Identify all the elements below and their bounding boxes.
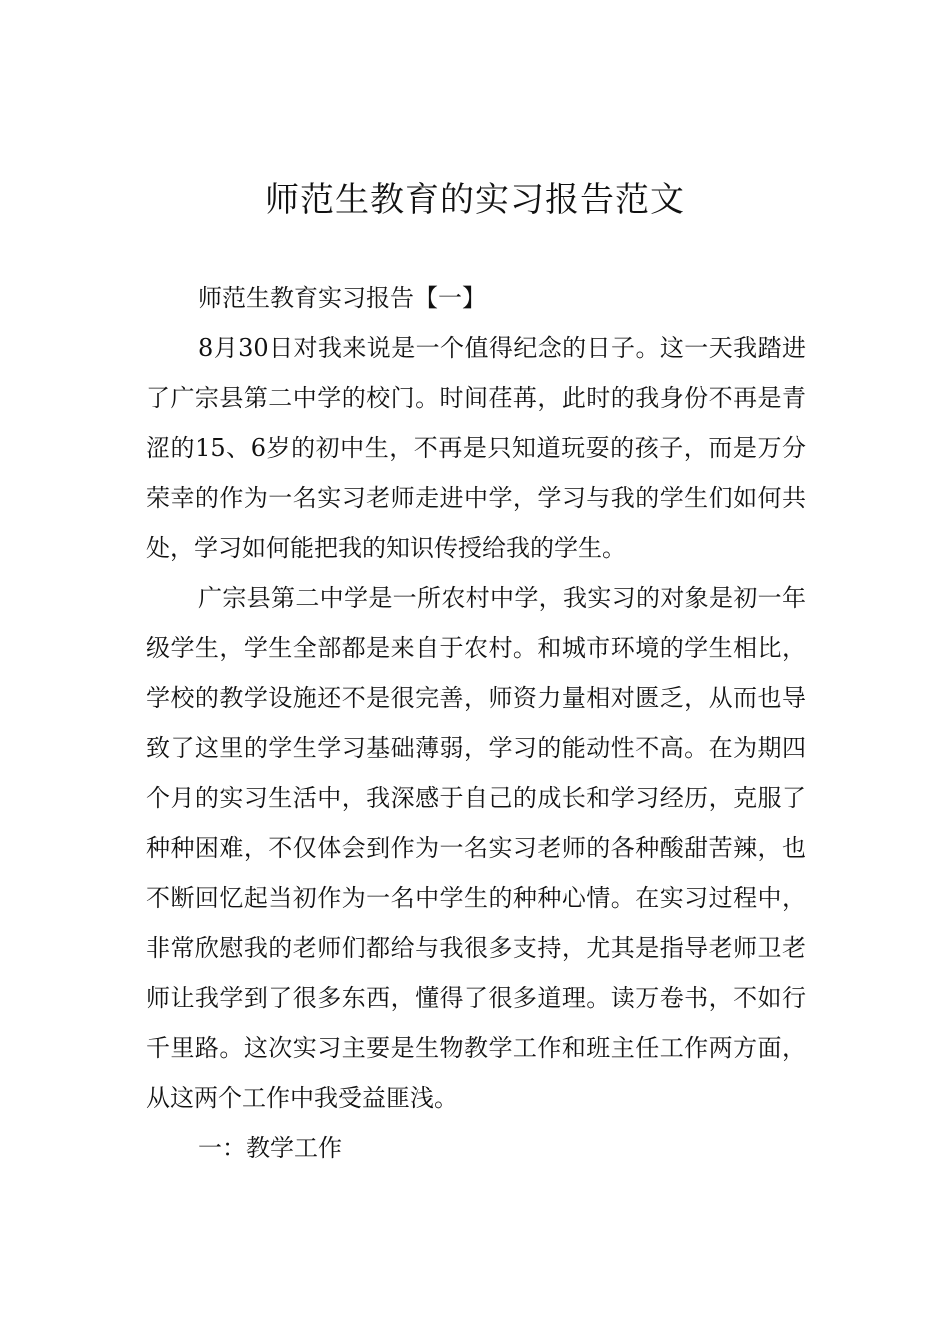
section-heading: 师范生教育实习报告【一】 — [198, 284, 486, 312]
document-body — [146, 273, 806, 1173]
document-title: 师范生教育的实习报告范文 — [265, 180, 685, 220]
paragraph: 8月30日对我来说是一个值得纪念的日子。这一天我踏进了广宗县第二中学的校门。时间荏苒，此时的我身份不再是青涩的15、6岁的初中生，不再是只知道玩耍的孩子，而是万分荣幸的作为一名实习老师走进中学，学习与我的学生们如何共处，学习如何能把我的知识传授给我的学生。 — [146, 334, 806, 562]
section-heading: 一：教学工作 — [198, 1134, 342, 1162]
paragraph: 广宗县第二中学是一所农村中学，我实习的对象是初一年级学生，学生全部都是来自于农村。和城市环境的学生相比，学校的教学设施还不是很完善，师资力量相对匮乏，从而也导致了这里的学生学习基础薄弱，学习的能动性不高。在为期四个月的实习生活中，我深感于自己的成长和学习经历，克服了种种困难，不仅体会到作为一名实习老师的各种酸甜苦辣，也不断回忆起当初作为一名中学生的种种心情。在实习过程中，非常欣慰我的老师们都给与我很多支持，尤其是指导老师卫老师让我学到了很多东西，懂得了很多道理。读万卷书，不如行千里路。这次实习主要是生物教学工作和班主任工作两方面，从这两个工作中我受益匪浅。 — [146, 584, 806, 1112]
